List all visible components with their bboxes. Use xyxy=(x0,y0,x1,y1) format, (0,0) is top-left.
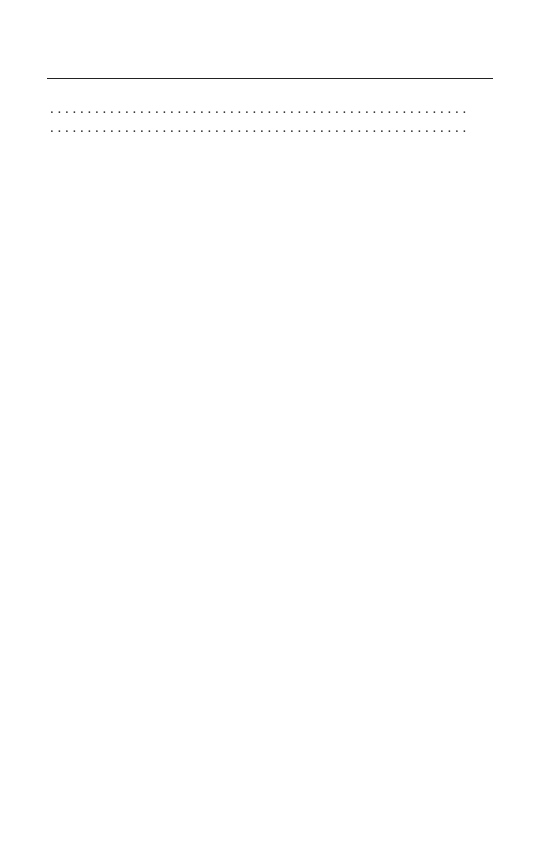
leader-dots xyxy=(50,100,467,119)
table-of-contents xyxy=(47,79,470,138)
chapter-5-heading[interactable] xyxy=(47,100,470,119)
chapter-5-line-2 xyxy=(47,100,470,119)
leader-dots xyxy=(50,119,467,138)
page-header xyxy=(47,52,493,76)
chapter-6-line-2 xyxy=(47,119,470,138)
chapter-6-heading[interactable] xyxy=(47,119,470,138)
